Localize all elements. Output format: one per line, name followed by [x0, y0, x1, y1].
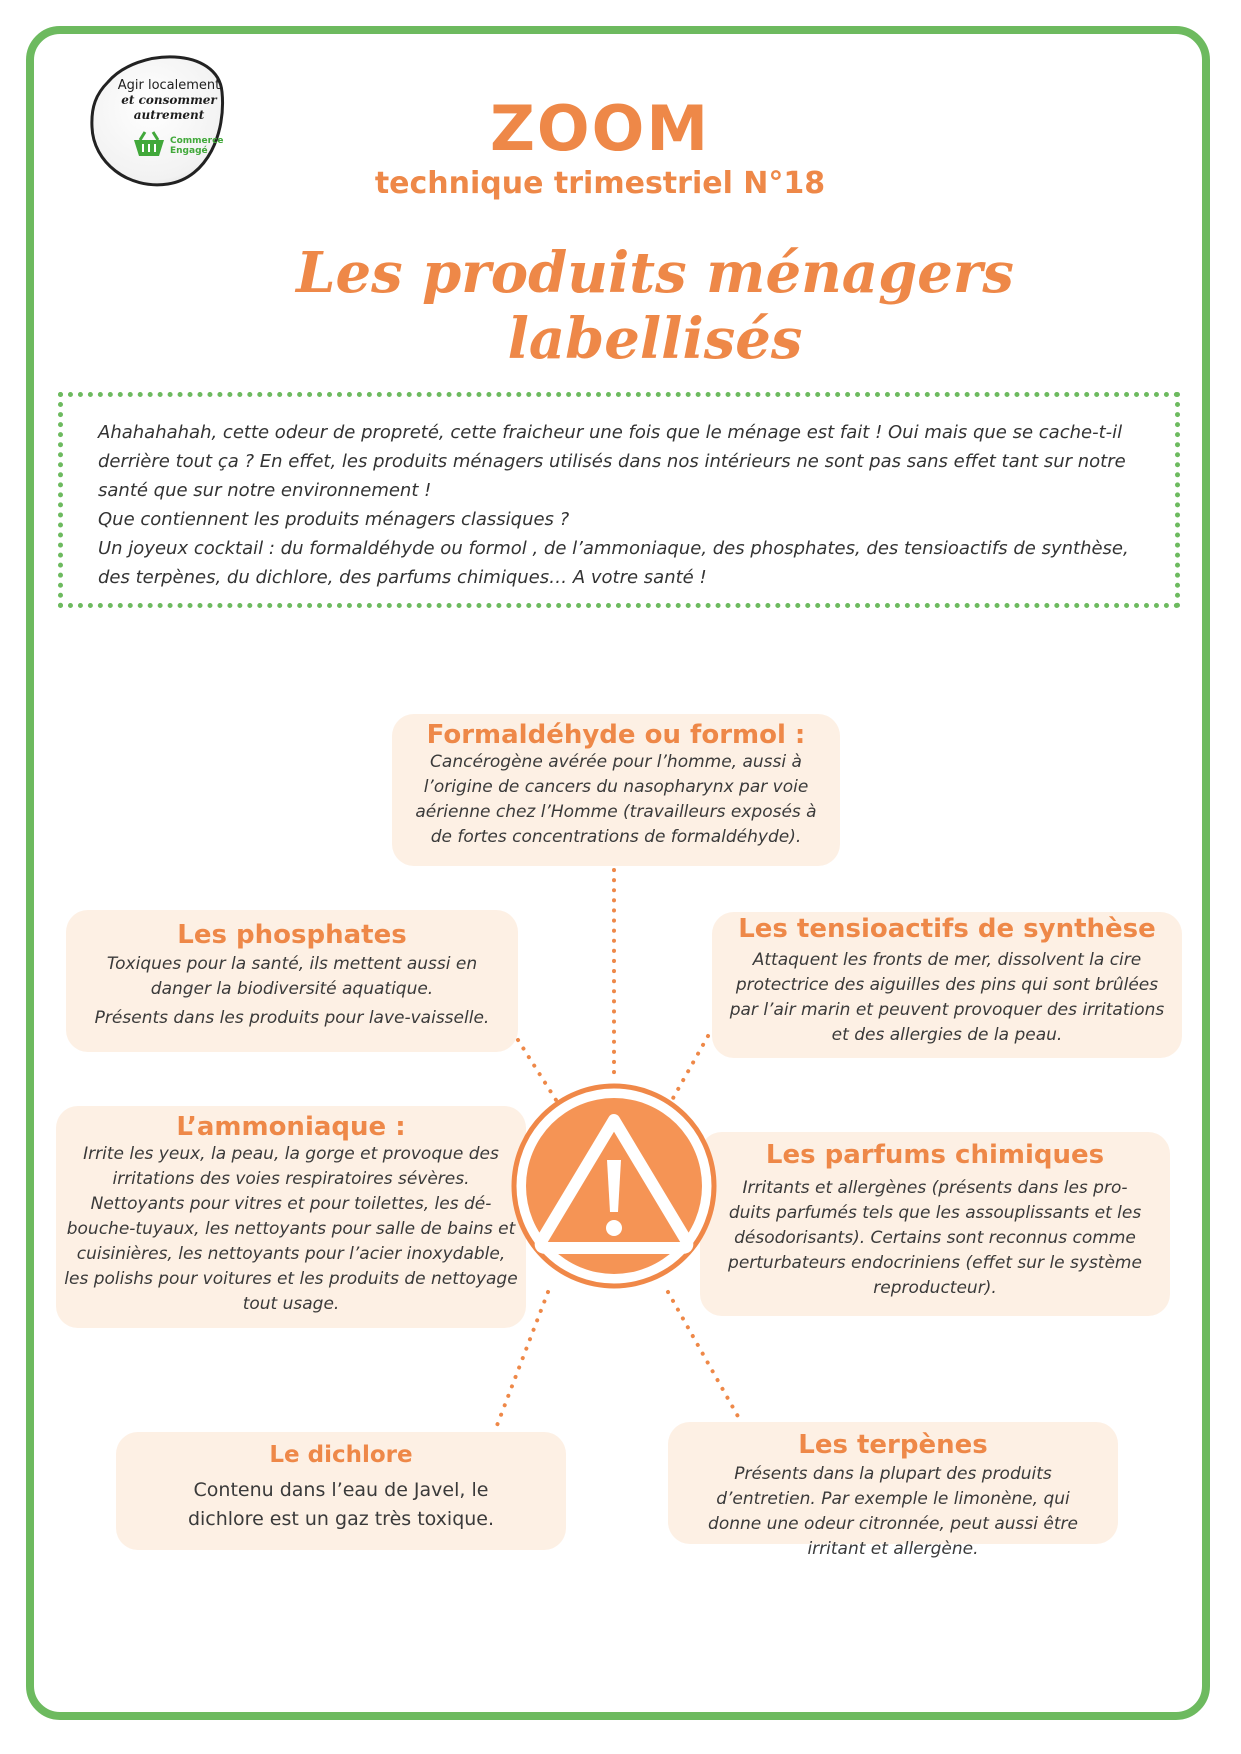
card-formaldehyde-title: Formaldéhyde ou formol :	[426, 720, 806, 750]
issue-subtitle: technique trimestriel N°18	[374, 166, 826, 201]
logo-line-3: autrement	[133, 108, 205, 122]
card-phosphates-text-2: Présents dans les produits pour lave-vaisselle.	[94, 1008, 490, 1028]
card-dichlore	[116, 1432, 566, 1550]
card-tensioactifs-text: Attaquent les fronts de mer, dissolvent la cire protectrice des aiguilles des pins qui sont brûlées par l’air marin et peuvent provoquer des irritations et des allergies de la peau.	[729, 950, 1165, 1045]
warning-icon	[510, 1082, 718, 1290]
card-dichlore-title: Le dichlore	[269, 1442, 413, 1468]
card-terpenes-title: Les terpènes	[798, 1430, 988, 1460]
card-ammoniaque-text-2: Nettoyants pour vitres et pour toilettes, les dé-bouche-tuyaux, les nettoyants pour salle de bains et cuisinières, les nettoyants pour l’acier inoxydable, les polishs pour voitures et les produits de nettoyage tout usage.	[64, 1194, 518, 1314]
card-ammoniaque-title: L’ammoniaque :	[176, 1112, 406, 1142]
card-phosphates-title: Les phosphates	[177, 920, 407, 950]
intro-paragraph-1: Ahahahahah, cette odeur de propreté, cette fraicheur une fois que le ménage est fait ! Oui mais que se cache-t-il derrière tout ça ? En effet, les produits ménagers utilisés dans nos intérieurs ne sont pas sans effet tant sur notre santé que sur notre environnement !	[98, 422, 1126, 501]
card-phosphates	[66, 910, 518, 1052]
card-parfums	[700, 1132, 1170, 1316]
intro-question: Que contiennent les produits ménagers classiques ?	[98, 509, 570, 530]
intro-paragraph-2: Un joyeux cocktail : du formaldéhyde ou formol , de l’ammoniaque, des phosphates, des tensioactifs de synthèse, des terpènes, du dichlore, des parfums chimiques… A votre santé !	[98, 538, 1129, 588]
logo-line-2: et consommer	[121, 93, 217, 107]
card-parfums-text: Irritants et allergènes (présents dans les pro-duits parfumés tels que les assouplissants et les désodorisants). Certains sont reconnus comme perturbateurs endocriniens (effet sur le système reproducteur).	[728, 1178, 1142, 1298]
card-phosphates-text-1: Toxiques pour la santé, ils mettent aussi en danger la biodiversité aquatique.	[106, 954, 478, 999]
logo-brand-line-2: Engagé	[170, 146, 208, 156]
logo-line-1: Agir localement	[117, 78, 221, 93]
card-formaldehyde-text: Cancérogène avérée pour l’homme, aussi à l’origine de cancers du nasopharynx par voie aérienne chez l’Homme (travailleurs exposés à de fortes concentrations de formaldéhyde).	[415, 752, 817, 847]
card-terpenes	[668, 1422, 1118, 1559]
card-ammoniaque	[56, 1106, 526, 1328]
card-dichlore-text: Contenu dans l’eau de Javel, le dichlore est un gaz très toxique.	[187, 1479, 495, 1530]
zoom-heading: ZOOM	[489, 92, 711, 165]
page-title: Les produits ménagers labellisés	[296, 240, 1014, 372]
card-parfums-title: Les parfums chimiques	[765, 1140, 1105, 1170]
logo-brand-line-1: Commerce	[170, 136, 224, 146]
card-tensioactifs	[712, 912, 1182, 1058]
card-terpenes-text: Présents dans la plupart des produits d’entretien. Par exemple le limonène, qui donne une odeur citronnée, peut aussi être irritant et allergène.	[708, 1464, 1078, 1559]
card-tensioactifs-title: Les tensioactifs de synthèse	[738, 914, 1156, 944]
card-ammoniaque-text-1: Irrite les yeux, la peau, la gorge et provoque des irritations des voies respiratoires sévères.	[83, 1144, 499, 1189]
card-formaldehyde	[392, 714, 840, 866]
